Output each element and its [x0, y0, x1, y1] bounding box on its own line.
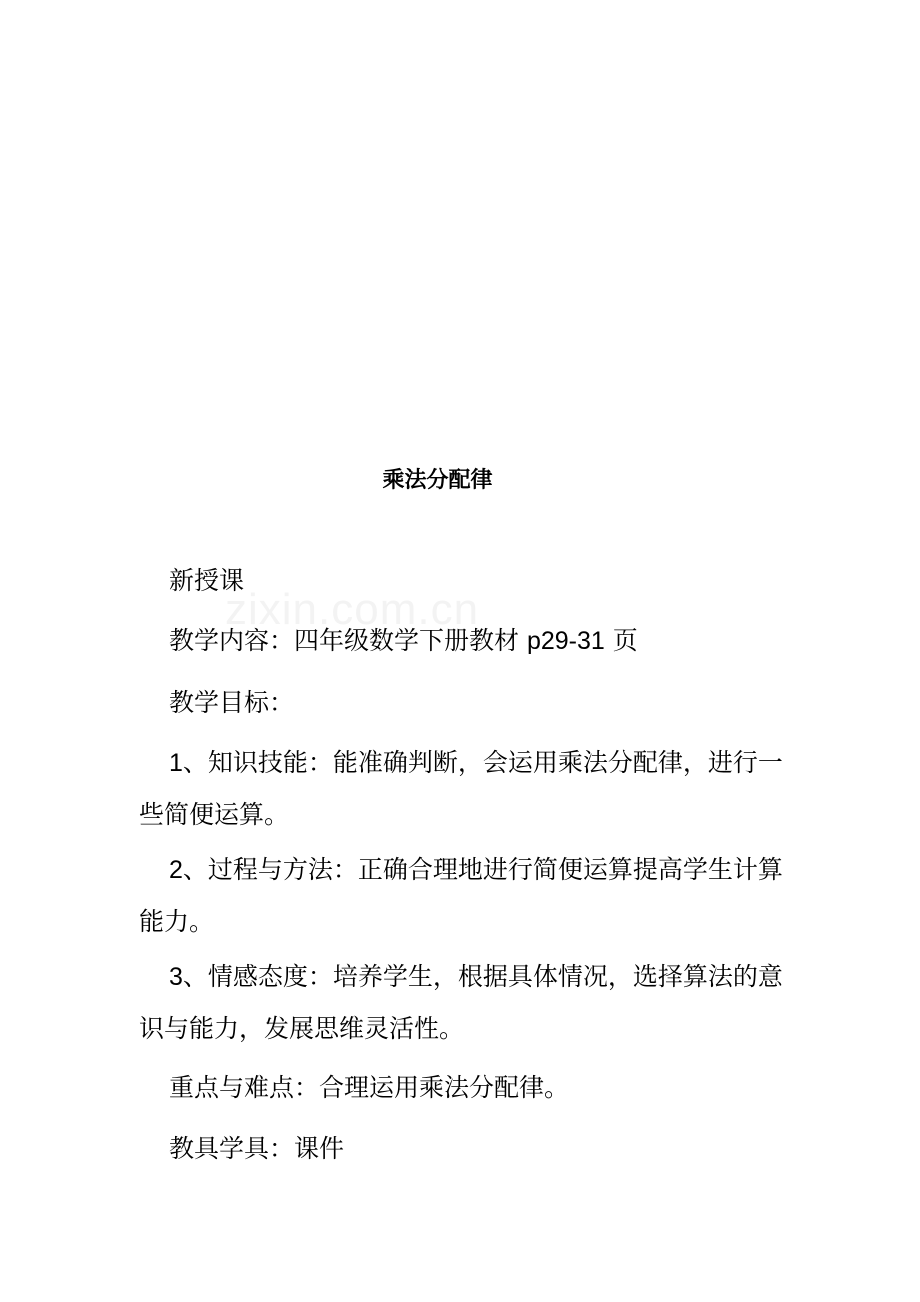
- teaching-materials: 教具学具：课件: [169, 1134, 345, 1163]
- objective-number: 3: [169, 963, 183, 991]
- objective-text: 、过程与方法：正确合理地进行简便运算提高学生计算能力。: [139, 855, 783, 936]
- objective-number: 1: [169, 749, 183, 777]
- objective-item: [139, 951, 784, 1055]
- objective-text: 、情感态度：培养学生，根据具体情况，选择算法的意识与能力，发展思维灵活性。: [139, 962, 783, 1043]
- watermark: zixin.com.cn: [225, 585, 480, 634]
- objective-item: [139, 844, 784, 948]
- objective-text: 、知识技能：能准确判断，会运用乘法分配律，进行一些简便运算。: [139, 748, 783, 829]
- lesson-type: 新授课: [169, 566, 245, 595]
- teaching-content-suffix: 页: [604, 626, 638, 655]
- teaching-content-label: 教学内容：四年级数学下册教材: [169, 626, 527, 655]
- objective-number: 2: [169, 856, 183, 884]
- teaching-content: [139, 615, 784, 667]
- document-title: 乘法分配律: [382, 468, 493, 493]
- objective-item: [139, 737, 784, 841]
- key-points: 重点与难点：合理运用乘法分配律。: [169, 1073, 570, 1102]
- teaching-content-pages: p29-31: [526, 627, 605, 655]
- objectives-heading: 教学目标：: [169, 688, 295, 717]
